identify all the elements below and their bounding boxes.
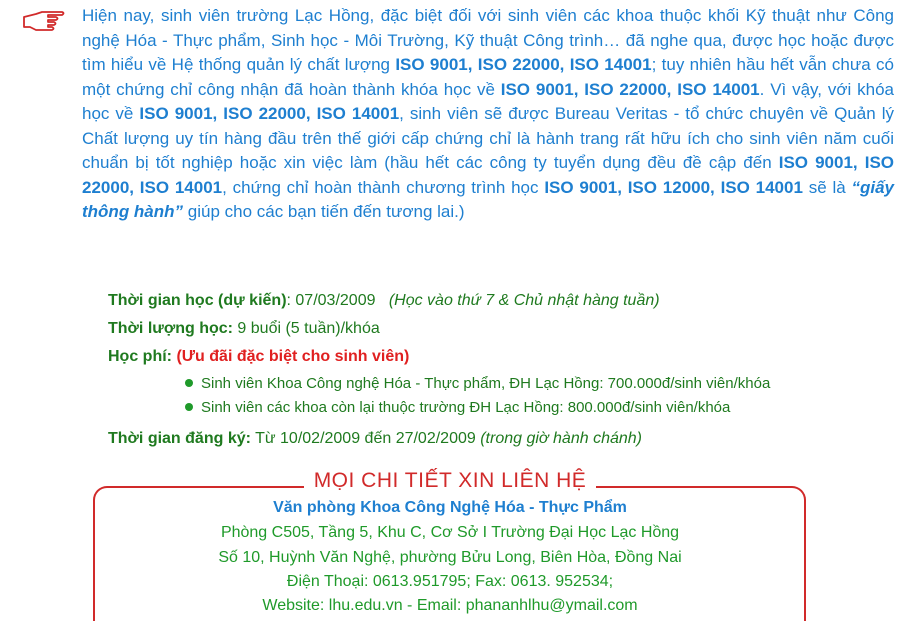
contact-address: Số 10, Huỳnh Văn Nghệ, phường Bửu Long, Biên Hòa, Đồng Nai (218, 549, 682, 566)
registration-line (108, 430, 642, 448)
registration-label: Thời gian đăng ký: (108, 430, 251, 447)
green-dot-icon (185, 403, 193, 411)
contact-title: MỌI CHI TIẾT XIN LIÊN HỆ (0, 469, 900, 493)
fee-line (108, 348, 409, 366)
fee-label: Học phí: (108, 348, 172, 365)
registration-note: (trong giờ hành chánh) (480, 430, 642, 447)
contact-web: Website: lhu.edu.vn - Email: phananhlhu@ymail.com (262, 597, 638, 614)
study-time-value: : 07/03/2009 (286, 292, 376, 309)
registration-value: Từ 10/02/2009 đến 27/02/2009 (250, 430, 481, 447)
duration-line (108, 320, 380, 338)
study-time-note: (Học vào thứ 7 & Chủ nhật hàng tuần) (388, 292, 660, 309)
fee-item: Sinh viên các khoa còn lại thuộc trường ĐH Lạc Hồng: 800.000đ/sinh viên/khóa (185, 399, 730, 416)
pointing-hand-icon (22, 9, 66, 33)
contact-phone: Điện Thoại: 0613.951795; Fax: 0613. 952534; (286, 573, 614, 590)
green-dot-icon (185, 379, 193, 387)
fee-note: (Ưu đãi đặc biệt cho sinh viên) (176, 348, 410, 365)
study-time-label: Thời gian học (dự kiến) (108, 292, 287, 309)
study-time-line (108, 292, 660, 310)
fee-item: Sinh viên Khoa Công nghệ Hóa - Thực phẩm, ĐH Lạc Hồng: 700.000đ/sinh viên/khóa (185, 375, 770, 392)
contact-room: Phòng C505, Tầng 5, Khu C, Cơ Sở I Trường Đại Học Lạc Hồng (220, 524, 680, 541)
intro-paragraph: Hiện nay, sinh viên trường Lạc Hồng, đặc biệt đối với sinh viên các khoa thuộc khối Kỹ thuật như Công nghệ Hóa - Thực phẩm, Sinh học - Môi Trường, Kỹ thuật Công trình… đã nghe qua, được học hoặc được tìm hiểu về Hệ thống quản lý chất lượng ISO 9001, ISO 22000, ISO 14001; tuy nhiên hầu hết vẫn chưa có một chứng chỉ công nhận đã hoàn thành khóa học về ISO 9001, ISO 22000, ISO 14001. Vì vậy, với khóa học về ISO 9001, ISO 22000, ISO 14001, sinh viên sẽ được Bureau Veritas - tổ chức chuyên về Quản lý Chất lượng uy tín hàng đầu trên thế giới cấp chứng chỉ là hành trang rất hữu ích cho sinh viên năm cuối chuẩn bị tốt nghiệp hoặc xin việc làm (hầu hết các công ty tuyển dụng đều đề cập đến ISO 9001, ISO 22000, ISO 14001, chứng chỉ hoàn thành chương trình học ISO 9001, ISO 12000, ISO 14001 sẽ là “giấy thông hành” giúp cho các bạn tiến đến tương lai.) (82, 6, 895, 221)
duration-label: Thời lượng học: (108, 320, 233, 337)
duration-value: 9 buổi (5 tuần)/khóa (232, 320, 380, 337)
contact-office: Văn phòng Khoa Công Nghệ Hóa - Thực Phẩm (273, 499, 627, 516)
